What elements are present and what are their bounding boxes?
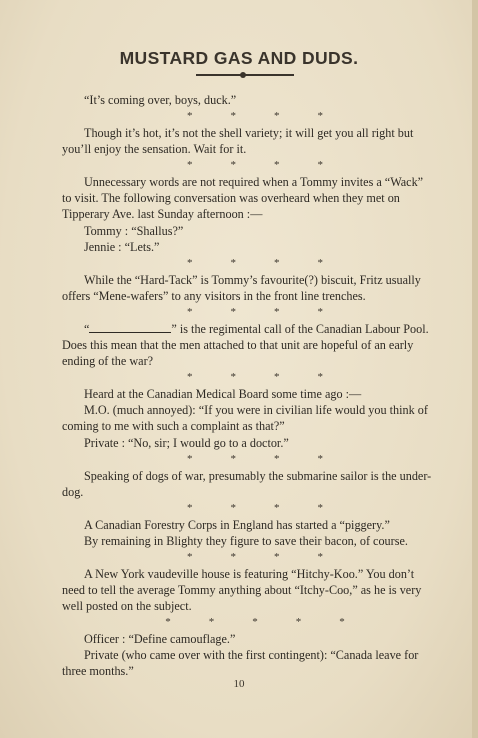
star: * [187,550,193,563]
star-separator [62,157,434,174]
star: * [230,452,236,465]
star: * [274,501,280,514]
blank-line [89,323,171,333]
star-separator [62,451,434,468]
star: * [187,371,193,384]
star: * [187,256,193,269]
star: * [187,452,193,465]
star: * [317,159,323,172]
dialogue-tommy: Tommy : “Shallus?” [84,223,184,238]
dialogue-mo: M.O. (much annoyed): “If you were in civilian life would you think of coming to me with such a complaint as that?” [62,403,428,434]
star: * [317,110,323,123]
star-separator [62,255,434,272]
dialogue-private-camouflage: Private (who came over with the first contingent): “Canada leave for three months.” [62,648,419,679]
open-quote: “ [84,321,90,336]
star: * [317,452,323,465]
page-number: 10 [233,678,245,690]
star: * [208,616,215,629]
star: * [230,305,236,318]
article-body [62,92,434,680]
page-edge-shadow [472,0,478,738]
dialogue-jennie: Jennie : “Lets.” [84,239,160,254]
paragraph-8a: A Canadian Forestry Corps in England has started a “piggery.” [84,517,390,532]
star: * [252,616,258,629]
paragraph-5-text: ” is the regimental call of the Canadian Labour Pool. Does this mean that the men attached to that unit are hopeful of an early ending of the war? [62,321,429,369]
page-title: MUSTARD GAS AND DUDS. [119,48,359,68]
star: * [187,110,193,123]
star: * [317,550,323,563]
star: * [317,371,323,384]
star: * [230,159,236,172]
star: * [274,452,280,465]
star: * [230,371,236,384]
star: * [274,550,280,563]
star: * [274,256,280,269]
paragraph-4: While the “Hard-Tack” is Tommy’s favourite(?) biscuit, Fritz usually offers “Mene-wafers” to any visitors in the front line trenches. [62,272,421,303]
paragraph-1: “It’s coming over, boys, duck.” [84,93,237,107]
star-separator [62,304,434,321]
star: * [274,305,280,318]
star: * [317,305,323,318]
star-separator [62,108,434,125]
star-separator [62,549,434,566]
title-rule-ornament [240,72,246,78]
paragraph-8b: By remaining in Blighty they figure to save their bacon, of course. [84,533,408,548]
star: * [339,616,345,629]
star: * [230,110,236,123]
paragraph-5 [62,321,434,369]
star-separator [62,614,434,631]
star: * [230,550,236,563]
star: * [230,256,236,269]
dialogue-private: Private : “No, sir; I would go to a doctor.” [84,435,289,450]
star: * [187,159,193,172]
star-separator [62,500,434,517]
paragraph-6: Heard at the Canadian Medical Board some time ago :— [84,387,362,402]
paragraph-2: Though it’s hot, it’s not the shell variety; it will get you all right but you’ll enjoy the sensation. Wait for it. [62,126,414,157]
star: * [187,501,193,514]
star: * [230,501,236,514]
star-separator [62,369,434,386]
star: * [317,256,323,269]
paragraph-3: Unnecessary words are not required when a Tommy invites a “Wack” to visit. The following conversation was overheard when they met on Tipperary Ave. last Sunday afternoon :— [62,175,424,222]
star: * [274,159,280,172]
paragraph-9: A New York vaudeville house is featuring “Hitchy-Koo.” You don’t need to tell the average Tommy anything about “Itchy-Coo,” as he is very well posted on the subject. [62,566,422,614]
star: * [165,616,171,629]
star: * [295,616,302,629]
star: * [187,305,193,318]
star: * [274,110,280,123]
star: * [274,371,280,384]
dialogue-officer: Officer : “Define camouflage.” [84,632,236,647]
paragraph-7: Speaking of dogs of war, presumably the submarine sailor is the under-dog. [62,468,432,499]
star: * [317,501,323,514]
